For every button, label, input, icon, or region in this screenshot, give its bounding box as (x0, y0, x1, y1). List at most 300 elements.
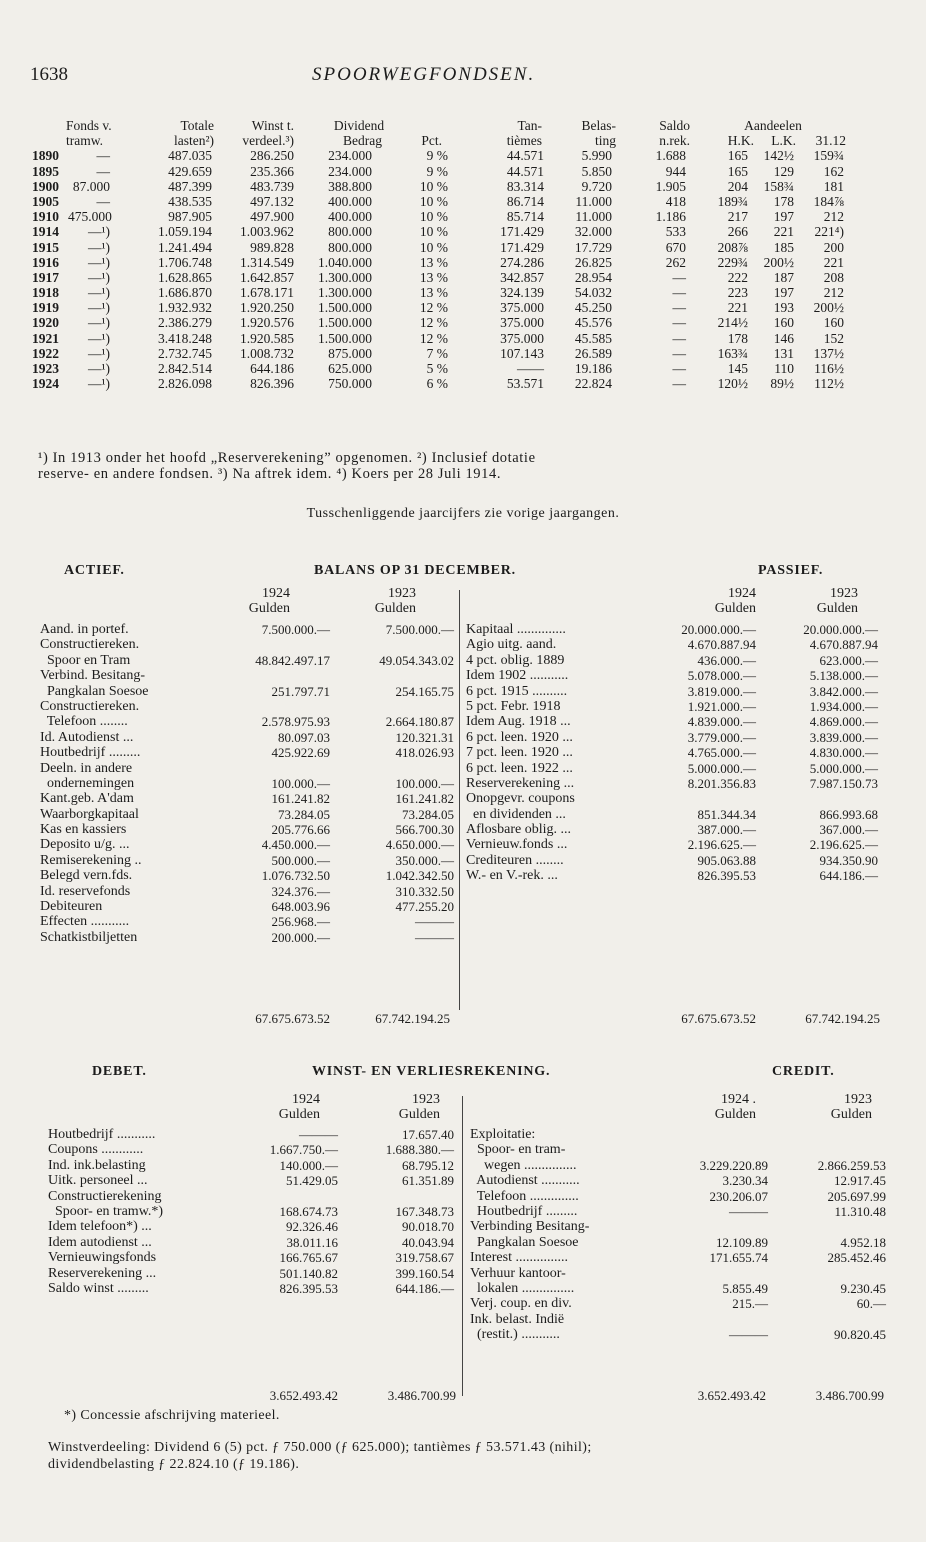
fund-table-cell: 475.000 (68, 209, 112, 225)
fund-table-cell: 1890 (32, 148, 59, 164)
debet-row (48, 1250, 458, 1265)
passief-value: 3.819.000.— (687, 683, 756, 699)
fund-table-cell: 1910 (32, 209, 59, 225)
fund-table-cell: 9 % (426, 148, 448, 164)
debet-value: 319.758.67 (395, 1250, 454, 1266)
actief-label: Remiserekening .. (40, 852, 142, 868)
fund-table-cell: 324.139 (500, 285, 544, 301)
actief-label: Effecten ........... (40, 914, 130, 930)
actief-row (40, 837, 454, 853)
fund-table-cell: 1.628.865 (158, 269, 212, 285)
passief-row (466, 684, 886, 699)
debet-value: ——— (299, 1127, 338, 1142)
fund-table-cell: 1.500.000 (318, 330, 372, 346)
passief-row (466, 837, 886, 852)
fund-table-row (32, 194, 892, 209)
fund-table-cell: 12 % (419, 330, 448, 346)
credit-row (470, 1296, 890, 1311)
fund-table-header-cell: lasten²) (173, 133, 214, 149)
passief-value: 7.987.150.73 (809, 775, 878, 791)
actief-value: 251.797.71 (271, 683, 330, 699)
actief-value: 254.165.75 (395, 683, 454, 699)
debet-value: 68.795.12 (402, 1157, 454, 1173)
fund-table-cell: 214½ (717, 315, 748, 331)
fund-table-row (32, 285, 892, 300)
fund-table-cell: 181 (823, 178, 844, 194)
fund-table-cell: 13 % (419, 269, 448, 285)
debet-value: 1.667.750.— (269, 1142, 338, 1158)
pl-col-header: 1924 . Gulden (714, 1092, 756, 1122)
debet-value: 38.011.16 (286, 1234, 338, 1250)
fund-table-cell: —— (517, 361, 544, 376)
credit-row (470, 1250, 890, 1265)
fund-table-cell: 1921 (32, 330, 59, 346)
fund-table-cell: 1.500.000 (318, 300, 372, 316)
fund-table-cell: 375.000 (500, 330, 544, 346)
fund-table-cell: 146 (773, 330, 794, 346)
credit-row (470, 1312, 890, 1327)
fund-table-cell: 750.000 (328, 376, 372, 392)
balance-heading: BALANS OP 31 DECEMBER. (314, 563, 516, 578)
actief-row (40, 822, 454, 838)
fund-table-cell: 107.143 (500, 345, 544, 361)
credit-row (470, 1158, 890, 1173)
passief-value: 623.000.— (819, 652, 878, 668)
actief-value: 1.042.342.50 (385, 868, 454, 884)
actief-label: Deeln. in andere (40, 760, 133, 776)
actief-label: ondernemingen (40, 775, 135, 791)
passief-label: Kapitaal .............. (466, 622, 566, 637)
fund-table-cell: 221 (823, 254, 844, 270)
fund-table-cell: 11.000 (575, 193, 612, 209)
credit-row (470, 1142, 890, 1157)
fund-table-cell: 13 % (419, 254, 448, 270)
fund-table-cell: — (96, 163, 110, 179)
page-number: 1638 (30, 64, 68, 85)
credit-value: 205.697.99 (827, 1188, 886, 1204)
fund-table-cell: —¹) (87, 269, 110, 285)
actief-row (40, 791, 454, 807)
fund-table-cell: 533 (665, 224, 686, 240)
passief-value: 866.993.68 (819, 806, 878, 822)
debet-row (48, 1204, 458, 1219)
fund-table-cell: 7 % (426, 345, 448, 361)
actief-value: 648.003.96 (271, 899, 330, 915)
fund-table-cell: 197 (773, 209, 794, 225)
actief-label: Debiteuren (40, 899, 103, 915)
credit-label: Exploitatie: (470, 1127, 536, 1142)
fund-table-cell: 212 (823, 285, 844, 301)
actief-row (40, 929, 454, 945)
fund-table-cell: 234.000 (328, 148, 372, 164)
debet-label: Reserverekening ... (48, 1265, 157, 1281)
credit-value: 3.229.220.89 (699, 1157, 768, 1173)
actief-value: 49.054.343.02 (379, 652, 454, 668)
credit-label: Houtbedrijf ......... (470, 1203, 578, 1219)
actief-value: 2.664.180.87 (385, 714, 454, 730)
passief-row (466, 776, 886, 791)
fund-table-cell: 165 (727, 163, 748, 179)
fund-table-header-cell: 31.12 (815, 133, 846, 149)
debet-label: Constructierekening (48, 1188, 162, 1204)
fund-table-header-row (32, 133, 892, 148)
credit-label: Verhuur kantoor- (470, 1265, 566, 1281)
fund-table-row (32, 240, 892, 255)
credit-label: Pangkalan Soesoe (470, 1234, 579, 1250)
fund-table-cell: 221 (727, 300, 748, 316)
fund-table-header-cell: Fonds v. (66, 118, 112, 133)
fund-table-cell: 200½ (763, 254, 794, 270)
passief-value: 20.000.000.— (803, 622, 878, 637)
passief-row (466, 868, 886, 883)
debet-label: Idem telefoon*) ... (48, 1219, 152, 1235)
fund-table-cell: 1.300.000 (318, 269, 372, 285)
fund-table-cell: 497.900 (250, 209, 294, 225)
actief-row (40, 668, 448, 683)
fund-table-cell: 400.000 (328, 193, 372, 209)
fund-table-cell: 1916 (32, 254, 59, 270)
fund-table-header-cell: Saldo (659, 118, 690, 133)
fund-table-header-cell: ting (594, 133, 616, 149)
credit-value: 4.952.18 (840, 1234, 886, 1250)
credit-value: 60.— (856, 1296, 886, 1312)
passief-label: 6 pct. leen. 1922 ... (466, 760, 573, 776)
actief-label: Schatkistbiljetten (40, 929, 138, 945)
passief-value: 5.138.000.— (809, 668, 878, 684)
fund-table-cell: 32.000 (574, 224, 612, 240)
fund-table-cell: 400.000 (328, 209, 372, 225)
passief-row (466, 637, 886, 652)
balance-total: 67.742.194.25 (375, 1011, 450, 1026)
credit-value: 171.655.74 (709, 1250, 768, 1266)
actief-row (40, 775, 454, 791)
fund-table-cell: 875.000 (328, 345, 372, 361)
fund-table-cell: — (672, 315, 686, 331)
balance-col-header: 1923 Gulden (374, 586, 416, 616)
fund-table-cell: 1.688 (655, 148, 686, 164)
actief-label: Kas en kassiers (40, 822, 127, 838)
fund-table-cell: 221⁴) (814, 224, 844, 240)
page-title: SPOORWEGFONDSEN. (312, 64, 536, 85)
fund-table-cell: 1.241.494 (158, 239, 212, 255)
fund-table-row (32, 148, 892, 163)
passief-value: 826.395.53 (697, 868, 756, 884)
fund-table-cell: 5.990 (581, 148, 612, 164)
actief-value: 350.000.— (395, 852, 454, 868)
actief-value: 48.842.497.17 (255, 652, 330, 668)
debet-label: Uitk. personeel ... (48, 1173, 148, 1189)
actief-label: Pangkalan Soesoe (40, 683, 149, 699)
debet-row (48, 1173, 458, 1188)
fund-table-cell: 235.366 (250, 163, 294, 179)
actief-row (40, 714, 454, 730)
fund-table-header-cell: Totale (180, 118, 214, 133)
debet-value: 17.657.40 (402, 1127, 454, 1142)
fund-table-cell: 1.040.000 (318, 254, 372, 270)
fund-table-cell: 45.585 (574, 330, 612, 346)
debet-value: 90.018.70 (402, 1219, 454, 1235)
fund-table-cell: —¹) (87, 224, 110, 240)
fund-table-cell: 1.008.732 (240, 345, 294, 361)
fund-table-cell: 1.905 (655, 178, 686, 194)
fund-table-cell: 158¾ (763, 178, 794, 194)
fund-table (32, 118, 892, 391)
actief-row (40, 883, 454, 899)
fund-table-cell: 10 % (419, 193, 448, 209)
actief-label: Id. reservefonds (40, 883, 131, 899)
actief-row (40, 852, 454, 868)
fund-table-header-cell: Belas- (581, 118, 616, 133)
passief-row (466, 699, 886, 714)
debet-row (48, 1266, 458, 1281)
debet-value: 140.000.— (279, 1157, 338, 1173)
credit-row (470, 1219, 890, 1234)
balance-total: 67.675.673.52 (681, 1011, 756, 1026)
fund-table-row (32, 376, 892, 391)
actief-value: 73.284.05 (278, 806, 330, 822)
actief-value: 80.097.03 (278, 729, 330, 745)
passief-row (466, 761, 886, 776)
fund-table-cell: 129 (773, 163, 794, 179)
debet-label: Idem autodienst ... (48, 1234, 152, 1250)
fund-table-cell: 89½ (770, 376, 794, 392)
fund-table-cell: 826.396 (250, 376, 294, 392)
actief-value: 324.376.— (271, 883, 330, 899)
actief-label: Spoor en Tram (40, 652, 131, 668)
fund-table-cell: 1.706.748 (158, 254, 212, 270)
fund-table-cell: 86.714 (506, 193, 544, 209)
credit-value: 285.452.46 (827, 1250, 886, 1266)
passief-label: 4 pct. oblig. 1889 (466, 652, 565, 668)
fund-table-header-cell: Pct. (421, 133, 442, 149)
fund-table-cell: 87.000 (72, 178, 110, 194)
fund-table-cell: 987.905 (168, 209, 212, 225)
fund-table-cell: 1.920.585 (240, 330, 294, 346)
passief-label: Idem 1902 ........... (466, 668, 569, 684)
passief-value: 3.839.000.— (809, 729, 878, 745)
passief-label: Aflosbare oblig. ... (466, 822, 571, 838)
actief-row (40, 899, 454, 915)
fund-table-cell: —¹) (87, 376, 110, 392)
fund-table-cell: 2.386.279 (158, 315, 212, 331)
credit-label: Autodienst ........... (470, 1173, 580, 1189)
fund-table-cell: 204 (727, 178, 748, 194)
fund-table-cell: 800.000 (328, 224, 372, 240)
fund-table-cell: —¹) (87, 300, 110, 316)
balance-col-header: 1924 Gulden (714, 586, 756, 616)
credit-row (470, 1204, 890, 1219)
fund-table-cell: 286.250 (250, 148, 294, 164)
fund-table-cell: 217 (727, 209, 748, 225)
passief-value: 2.196.625.— (687, 837, 756, 853)
fund-table-row (32, 164, 892, 179)
credit-value: 12.109.89 (716, 1234, 768, 1250)
fund-table-cell: 3.418.248 (158, 330, 212, 346)
fund-table-cell: 112½ (814, 376, 844, 392)
fund-table-cell: 1.932.932 (158, 300, 212, 316)
column-divider (462, 1096, 463, 1396)
actief-row (40, 699, 448, 714)
actief-value: 7.500.000.— (261, 622, 330, 637)
actief-value: 200.000.— (271, 929, 330, 945)
fund-table-cell: 208 (823, 269, 844, 285)
debet-row (48, 1189, 458, 1204)
debet-value: 501.140.82 (279, 1265, 338, 1281)
actief-value: 566.700.30 (395, 822, 454, 838)
passief-value: 5.000.000.— (687, 760, 756, 776)
fund-table-cell: 200½ (813, 300, 844, 316)
passief-table (466, 622, 886, 884)
passief-label: Crediteuren ........ (466, 852, 564, 868)
credit-value: ——— (729, 1203, 768, 1219)
fund-table-row (32, 255, 892, 270)
fund-table-row (32, 209, 892, 224)
credit-label: wegen ............... (470, 1157, 577, 1173)
fund-table-cell: 165 (727, 148, 748, 164)
fund-table-cell: —¹) (87, 285, 110, 301)
fund-table-cell: — (672, 345, 686, 361)
passief-row (466, 730, 886, 745)
fund-table-cell: 429.659 (168, 163, 212, 179)
fund-table-cell: 2.826.098 (158, 376, 212, 392)
actief-value: 161.241.82 (395, 791, 454, 807)
fund-table-cell: 193 (773, 300, 794, 316)
fund-table-header-cell: tramw. (66, 133, 103, 149)
actief-value: 4.450.000.— (261, 837, 330, 853)
fund-table-cell: 2.842.514 (158, 361, 212, 376)
fund-table-cell: 45.576 (574, 315, 612, 331)
fund-table-cell: 53.571 (506, 376, 544, 392)
fund-table-cell: 1923 (32, 361, 59, 376)
actief-row (40, 637, 448, 652)
credit-label: Spoor- en tram- (470, 1142, 566, 1158)
fund-table-cell: 162 (823, 163, 844, 179)
fund-table-cell: 145 (727, 361, 748, 376)
fund-table-header-cell: Winst t. (251, 118, 294, 133)
fund-table-cell: —¹) (87, 315, 110, 331)
fund-table-cell: 1918 (32, 285, 59, 301)
concessie-note: *) Concessie afschrijving materieel. (64, 1408, 280, 1423)
pl-heading: WINST- EN VERLIESREKENING. (312, 1064, 551, 1079)
fund-table-cell: 1.059.194 (158, 224, 212, 240)
actief-row (40, 652, 454, 668)
actief-value: 2.578.975.93 (261, 714, 330, 730)
fund-table-cell: 800.000 (328, 239, 372, 255)
fund-table-cell: 1914 (32, 224, 59, 240)
debet-label: Houtbedrijf ........... (48, 1127, 156, 1142)
credit-row (470, 1281, 890, 1296)
fund-table-cell: — (672, 285, 686, 301)
fund-table-header-cell: Tan- (517, 118, 542, 133)
fund-table-cell: 13 % (419, 285, 448, 301)
fund-table-cell: 208⅞ (717, 239, 748, 255)
fund-table-cell: 483.739 (250, 178, 294, 194)
fund-table-row (32, 361, 892, 376)
debet-label: Vernieuwingsfonds (48, 1250, 157, 1266)
fund-table-row (32, 179, 892, 194)
fund-table-cell: — (672, 269, 686, 285)
fund-table-cell: 187 (773, 269, 794, 285)
fund-table-header-cell: Bedrag (343, 133, 382, 149)
fund-table-cell: 1905 (32, 193, 59, 209)
fund-table-cell: 116½ (814, 361, 844, 376)
debet-label: Ind. ink.belasting (48, 1157, 146, 1173)
passief-label: Onopgevr. coupons (466, 791, 575, 807)
fund-table-cell: 178 (727, 330, 748, 346)
fund-table-cell: —¹) (87, 361, 110, 376)
footnote-line: reserve- en andere fondsen. ³) Na aftrek idem. ⁴) Koers per 28 Juli 1914. (38, 466, 502, 482)
actief-value: ——— (415, 914, 454, 930)
fund-table-cell: 54.032 (574, 285, 612, 301)
fund-table-header-cell: n.rek. (659, 133, 690, 149)
fund-table-row (32, 315, 892, 330)
actief-label: Aand. in portef. (40, 622, 129, 637)
passief-value: 4.869.000.— (809, 714, 878, 730)
fund-table-cell: 22.824 (574, 376, 612, 392)
fund-table-header-cell: tièmes (506, 133, 542, 149)
credit-value: 230.206.07 (709, 1188, 768, 1204)
fund-table-cell: 137½ (813, 345, 844, 361)
intermediate-note: Tusschenliggende jaarcijfers zie vorige jaargangen. (306, 506, 620, 521)
fund-table-cell: 178 (773, 193, 794, 209)
passief-row (466, 745, 886, 760)
passief-value: 3.842.000.— (809, 683, 878, 699)
debet-value: 61.351.89 (402, 1173, 454, 1189)
actief-label: Belegd vern.fds. (40, 868, 133, 884)
credit-row (470, 1173, 890, 1188)
fund-table-cell: 160 (773, 315, 794, 331)
fund-table-cell: 274.286 (500, 254, 544, 270)
passief-value: 4.830.000.— (809, 745, 878, 761)
fund-table-cell: 1915 (32, 239, 59, 255)
fund-table-cell: 1924 (32, 376, 59, 392)
fund-table-cell: 5.850 (581, 163, 612, 179)
actief-row (40, 868, 454, 884)
fund-table-cell: 262 (665, 254, 686, 270)
fund-table-cell: 120½ (717, 376, 748, 392)
fund-table-cell: 5 % (426, 361, 448, 376)
fund-table-cell: — (672, 376, 686, 392)
passief-label: 5 pct. Febr. 1918 (466, 698, 561, 714)
passief-value: 905.063.88 (697, 852, 756, 868)
fund-table-cell: 1.300.000 (318, 285, 372, 301)
fund-table-cell: 487.399 (168, 178, 212, 194)
fund-table-cell: 497.132 (250, 193, 294, 209)
fund-table-cell: 152 (823, 330, 844, 346)
debet-row (48, 1127, 458, 1142)
pl-total: 3.652.493.42 (269, 1388, 338, 1403)
passief-label: Agio uitg. aand. (466, 637, 557, 653)
balance-col-header: 1924 Gulden (248, 586, 290, 616)
credit-label: Verbinding Besitang- (470, 1219, 590, 1235)
fund-table-cell: 184⅞ (813, 193, 844, 209)
passief-label: Vernieuw.fonds ... (466, 837, 568, 853)
credit-value: 12.917.45 (834, 1173, 886, 1189)
passief-row (466, 668, 886, 683)
actief-row (40, 622, 454, 637)
fund-table-cell: 9.720 (581, 178, 612, 194)
actief-row (40, 683, 454, 699)
passief-value: 644.186.— (819, 868, 878, 884)
credit-value: 9.230.45 (840, 1280, 886, 1296)
actief-label: Kant.geb. A'dam (40, 791, 134, 807)
credit-label: (restit.) ........... (470, 1327, 560, 1343)
passief-value: 8.201.356.83 (687, 775, 756, 791)
passief-label: 6 pct. 1915 .......... (466, 683, 568, 699)
fund-table-cell: 1.003.962 (240, 224, 294, 240)
fund-table-cell: 185 (773, 239, 794, 255)
footnotes (38, 450, 886, 482)
